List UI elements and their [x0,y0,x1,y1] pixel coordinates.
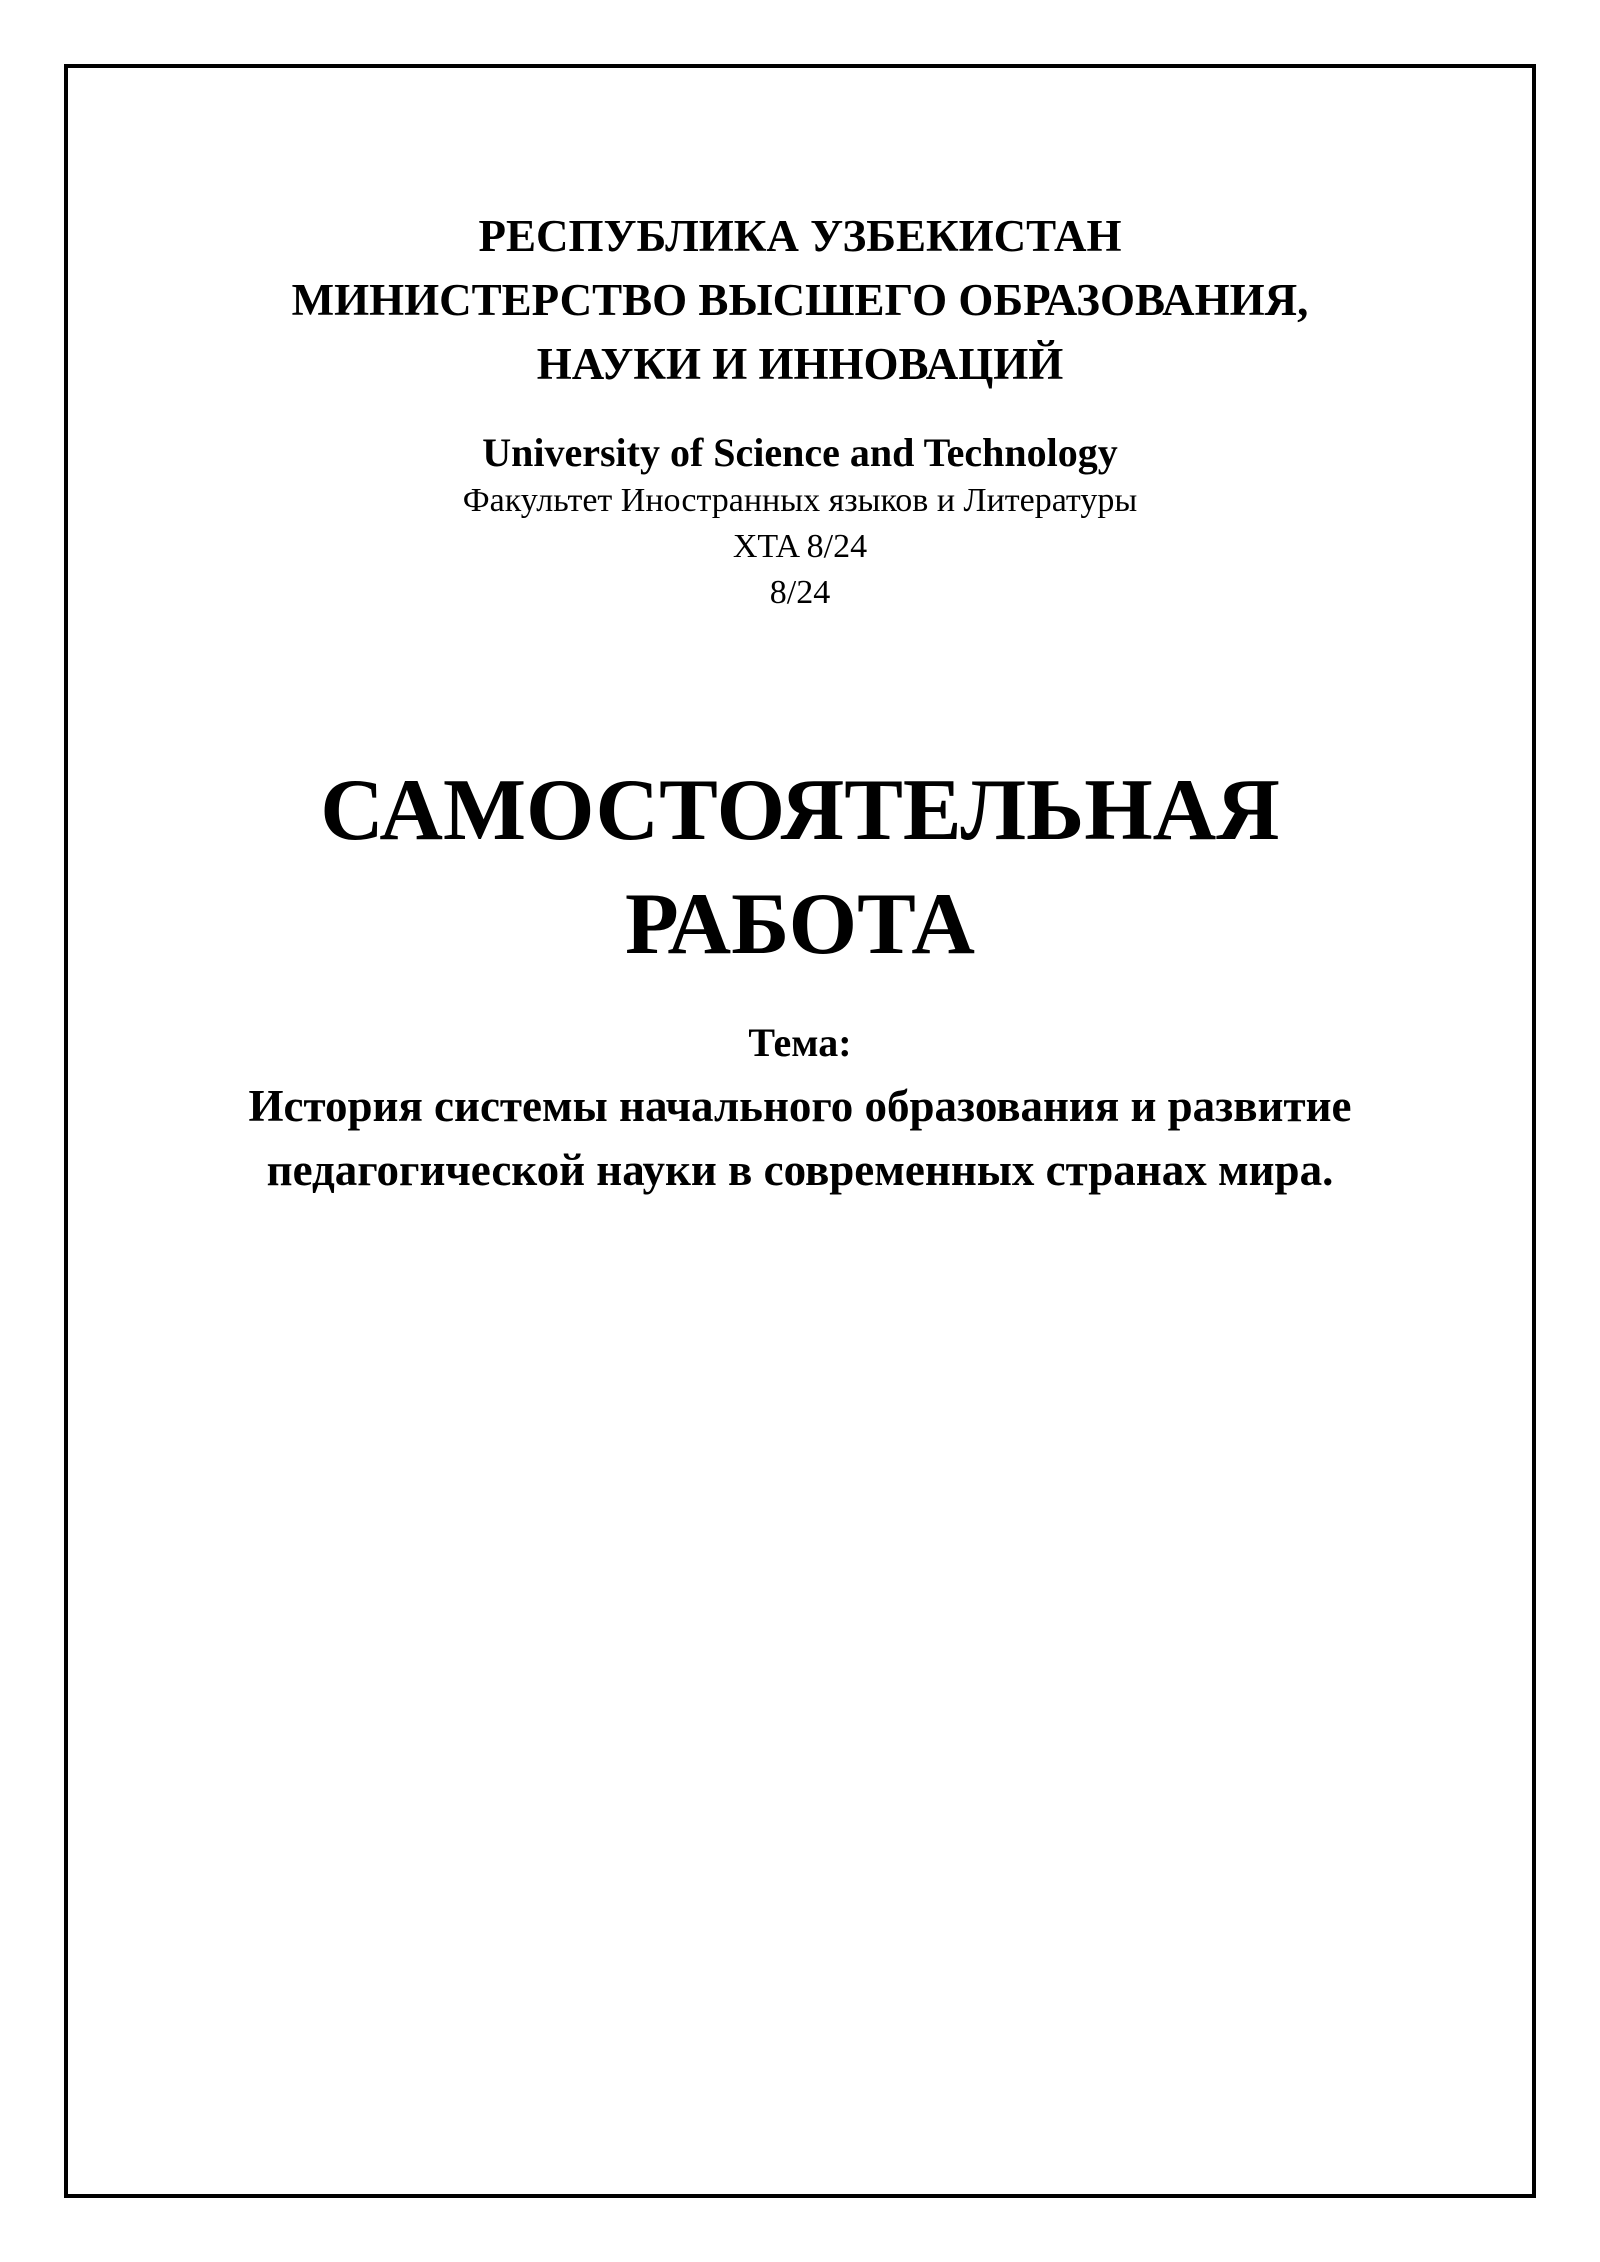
faculty-name: Факультет Иностранных языков и Литературы [462,482,1138,519]
topic-label: Тема: [748,1020,852,1065]
university-name: University of Science and Technology [482,430,1118,475]
main-title-line1: САМОСТОЯТЕЛЬНАЯ [320,762,1280,859]
topic-block [68,1018,1532,1202]
header-ministry: МИНИСТЕРСТВО ВЫСШЕГО ОБРАЗОВАНИЯ, [291,275,1309,325]
header-country: РЕСПУБЛИКА УЗБЕКИСТАН [478,211,1122,261]
title-block [68,754,1532,982]
main-title-line2: РАБОТА [625,876,975,973]
header-block [68,204,1532,396]
page-border [64,64,1536,2198]
course-code: 8/24 [769,574,831,611]
topic-line2: педагогической науки в современных странах мира. [266,1145,1334,1195]
group-code: XTA 8/24 [732,528,868,565]
institution-block [68,428,1532,616]
topic-line1: История системы начального образования и развитие [248,1081,1352,1131]
header-ministry-cont: НАУКИ И ИННОВАЦИЙ [536,339,1064,389]
